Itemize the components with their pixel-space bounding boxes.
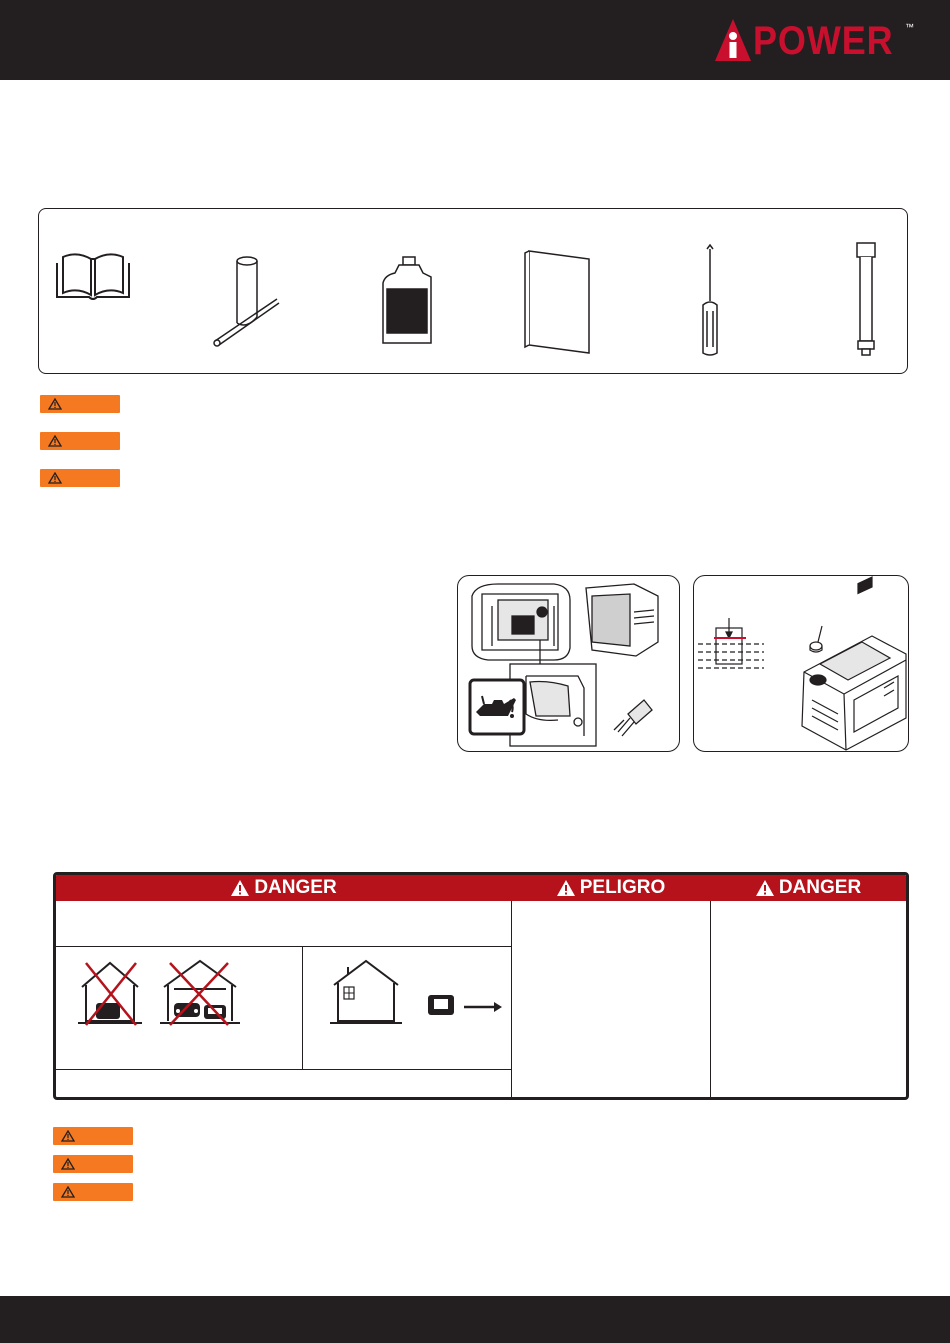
warning-tag: [53, 1183, 133, 1201]
column-divider: [511, 901, 512, 1100]
extension-bar-icon: [851, 241, 881, 357]
logo-trademark: ™: [905, 22, 914, 32]
warning-triangle-icon: [61, 1158, 75, 1170]
generator-oil-access-illustration: [458, 576, 680, 752]
danger-title-spanish: [511, 875, 710, 901]
warning-tag: [40, 395, 120, 413]
warning-triangle-icon: [61, 1186, 75, 1198]
danger-title-english: [56, 875, 511, 901]
danger-title-french-label: DANGER: [778, 877, 862, 898]
oil-level-figure: [693, 575, 909, 752]
outdoor-use-pictogram: [328, 957, 504, 1029]
logo-wordmark: POWER: [752, 18, 894, 63]
warning-tag: [53, 1155, 133, 1173]
danger-title-english-label: DANGER: [254, 877, 337, 898]
warning-triangle-icon: [230, 879, 250, 897]
warning-tag: [40, 469, 120, 487]
oil-level-illustration: [694, 576, 909, 752]
warning-triangle-icon: [48, 435, 62, 447]
warning-tag: [40, 432, 120, 450]
warning-tag: [53, 1127, 133, 1145]
warning-triangle-icon: [61, 1130, 75, 1142]
oil-bottle-icon: [377, 255, 437, 347]
row-divider: [56, 1069, 511, 1070]
danger-title-spanish-label: PELIGRO: [579, 877, 666, 898]
brand-logo: [713, 16, 914, 66]
danger-header: [56, 875, 906, 901]
screwdriver-icon: [695, 243, 725, 359]
column-divider: [710, 901, 711, 1100]
warning-triangle-icon: [556, 879, 576, 897]
no-indoor-use-pictogram: [78, 957, 268, 1029]
pictogram-divider: [302, 946, 303, 1069]
warning-triangle-icon: [48, 472, 62, 484]
warning-triangle-icon: [755, 879, 775, 897]
row-divider: [56, 946, 511, 947]
footer-bar: [0, 1296, 950, 1343]
warning-triangle-icon: [48, 398, 62, 410]
spark-plug-wrench-icon: [209, 253, 281, 347]
booklet-icon: [523, 249, 593, 355]
danger-title-french: [710, 875, 906, 901]
owners-manual-icon: [53, 249, 133, 307]
danger-panel: [53, 872, 909, 1100]
i-logo-icon: [713, 17, 753, 65]
oil-fill-figure: [457, 575, 680, 752]
tools-included-box: [38, 208, 908, 374]
header-bar: [0, 0, 950, 80]
